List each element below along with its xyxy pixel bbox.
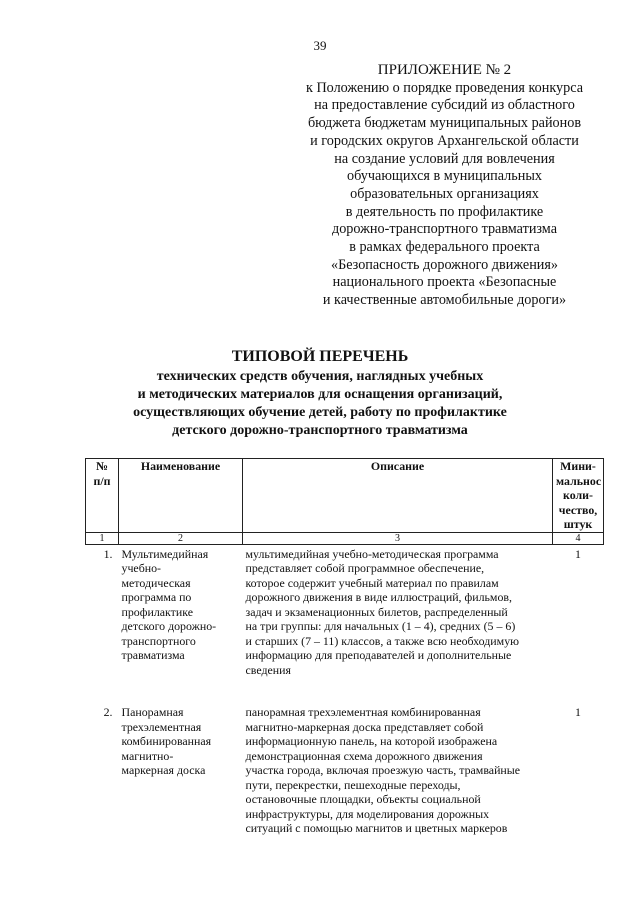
row-quantity: 1	[575, 705, 581, 719]
column-index: 3	[243, 532, 553, 544]
appendix-line: и городских округов Архангельской области	[310, 132, 579, 149]
row-name: Панорамная трехэлементная комбинированная магнитно- маркерная доска	[121, 705, 212, 777]
appendix-title: ПРИЛОЖЕНИЕ № 2	[377, 62, 512, 78]
appendix-line: в деятельность по профилактике	[345, 203, 544, 220]
appendix-header	[277, 62, 612, 310]
row-description: мультимедийная учебно-методическая программа представляет собой программное обеспечение, которое содержит учебный материал по правилам дорожного движения в виде иллюстраций, фильмов, задач и экзаменационных билетов, распределенный на три группы: для начальных (1 – 4), средних (5 – 6) и старших (7 – 11) классов, а также всю необходимую информацию для преподавателей и дополнительные сведения	[245, 546, 520, 677]
table-header-row	[86, 459, 604, 533]
appendix-line: и качественные автомобильные дороги»	[322, 292, 567, 309]
column-index: 1	[86, 532, 119, 544]
appendix-line: национального проекта «Безопасные	[332, 274, 557, 291]
document-title	[20, 346, 620, 440]
document-title-line: детского дорожно-транспортного травматизма	[172, 423, 468, 438]
row-number: 1.	[103, 546, 113, 561]
table-row	[86, 703, 604, 836]
appendix-line: к Положению о порядке проведения конкурса	[306, 79, 583, 96]
appendix-line: бюджета бюджетам муниципальных районов	[307, 115, 582, 132]
document-title-line: технических средств обучения, наглядных учебных	[156, 369, 484, 384]
document-title-line: и методических материалов для оснащения организаций,	[137, 387, 503, 402]
appendix-line: образовательных организациях	[350, 185, 539, 202]
equipment-table	[85, 458, 604, 836]
row-name: Мультимедийная учебно- методическая программа по профилактике детского дорожно- транспортного травматизма	[121, 546, 217, 662]
row-description: панорамная трехэлементная комбинированная магнитно-маркерная доска представляет собой информационную панель, на которой изображена демонстрационная схема дорожного движения участка города, включая проезжую часть, трамвайные пути, перекрестки, пешеходные переходы, остановочные площадки, объекты социальной инфраструктуры, для моделирования дорожных ситуаций с помощью магнитов и цветных маркеров	[245, 705, 521, 835]
document-title-line: осуществляющих обучение детей, работу по профилактике	[133, 405, 507, 420]
column-index: 2	[119, 532, 243, 544]
table-row	[86, 544, 604, 677]
page-number: 39	[313, 38, 327, 53]
document-title-main: ТИПОВОЙ ПЕРЕЧЕНЬ	[231, 348, 409, 365]
appendix-line: «Безопасность дорожного движения»	[330, 256, 559, 273]
header-name: Наименование	[119, 459, 243, 533]
appendix-line: обучающихся в муниципальных	[347, 168, 542, 185]
appendix-line: на создание условий для вовлечения	[334, 150, 555, 167]
appendix-line: на предоставление субсидий из областного	[314, 97, 575, 114]
row-quantity: 1	[575, 546, 581, 561]
column-index: 4	[553, 532, 604, 544]
header-num: № п/п	[86, 459, 119, 533]
header-description: Описание	[243, 459, 553, 533]
header-quantity: Мини- мальнос коли- чество, штук	[553, 459, 604, 533]
appendix-line: в рамках федерального проекта	[349, 239, 540, 256]
row-spacer	[86, 677, 604, 703]
column-index-row	[86, 532, 604, 544]
row-number: 2.	[103, 705, 113, 719]
appendix-line: дорожно-транспортного травматизма	[331, 221, 557, 238]
